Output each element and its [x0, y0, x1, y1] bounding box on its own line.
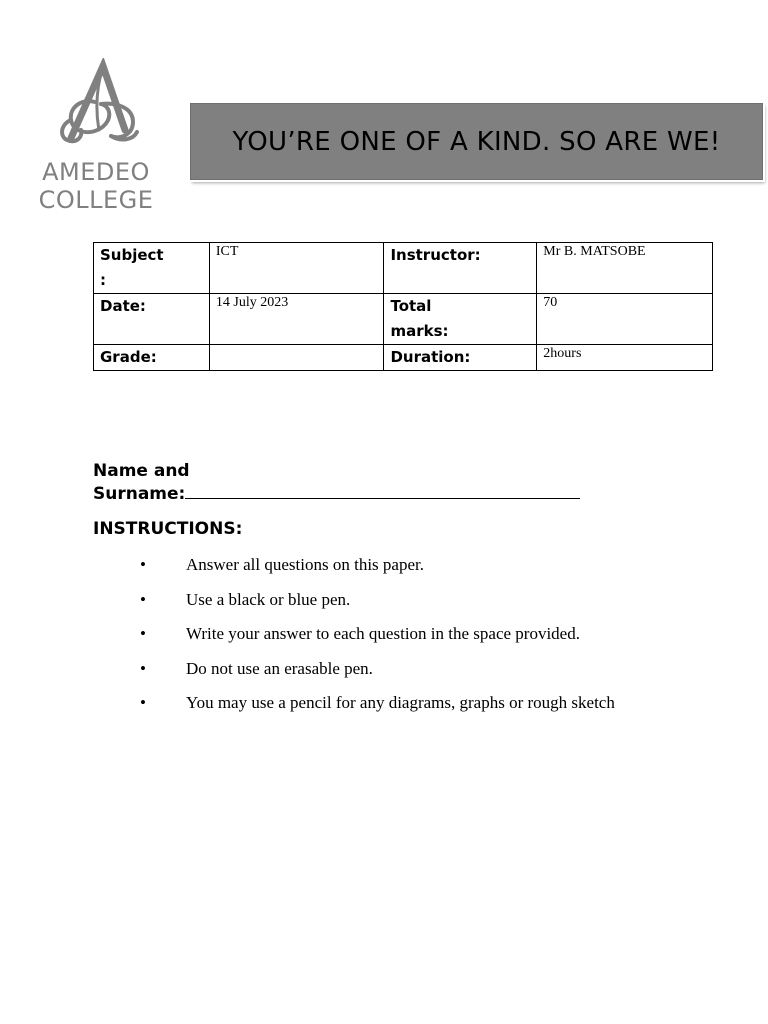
instructor-value: Mr B. MATSOBE: [543, 244, 646, 259]
list-item: [0, 622, 768, 657]
subject-value-cell: [209, 243, 384, 294]
logo-text-line-2: COLLEGE: [38, 186, 154, 214]
college-logo: [30, 58, 162, 214]
logo-text-line-1: AMEDEO: [42, 158, 150, 186]
name-surname-field: [93, 460, 613, 506]
date-value: 14 July 2023: [215, 295, 289, 310]
date-value-cell: [209, 294, 384, 345]
total-marks-label: Total: [390, 297, 432, 315]
grade-value-field[interactable]: [209, 345, 384, 371]
duration-label: Duration:: [384, 345, 537, 371]
list-item: [0, 553, 768, 588]
bullet-icon: •: [140, 658, 146, 678]
amedeo-monogram-icon: [41, 58, 151, 158]
motto-banner: [190, 103, 763, 180]
table-row: [94, 345, 713, 371]
subject-value: ICT: [215, 244, 239, 259]
total-marks-value: 70: [543, 295, 558, 310]
subject-label-colon: :: [100, 271, 106, 289]
bullet-icon: •: [140, 624, 146, 644]
instruction-text: Write your answer to each question in the space provided.: [186, 624, 580, 644]
surname-label: Surname:: [93, 484, 186, 504]
table-row: [94, 243, 713, 294]
name-label: Name and: [93, 461, 190, 481]
list-item: [0, 691, 768, 726]
date-label: Date:: [94, 294, 210, 345]
bullet-icon: •: [140, 693, 146, 713]
instructions-heading: INSTRUCTIONS:: [93, 519, 243, 539]
bullet-icon: •: [140, 555, 146, 574]
table-row: [94, 294, 713, 345]
name-write-line[interactable]: [185, 483, 580, 499]
subject-label-cell: [94, 243, 210, 294]
exam-info-table: [93, 242, 713, 371]
total-marks-label-2: marks:: [390, 322, 449, 340]
instruction-text: Do not use an erasable pen.: [186, 658, 373, 678]
total-marks-label-cell: [384, 294, 537, 345]
bullet-icon: •: [140, 589, 146, 609]
motto-text: YOU’RE ONE OF A KIND. SO ARE WE!: [232, 126, 721, 157]
instruction-text: You may use a pencil for any diagrams, graphs or rough sketch: [186, 693, 615, 713]
list-item: [0, 588, 768, 623]
instructor-label: Instructor:: [384, 243, 537, 294]
surname-line: [93, 483, 613, 506]
duration-value: 2hours: [543, 346, 582, 361]
instruction-text: Use a black or blue pen.: [186, 589, 351, 609]
duration-value-cell: [537, 345, 713, 371]
instructor-value-cell: [537, 243, 713, 294]
total-marks-value-cell: [537, 294, 713, 345]
instructions-list: [0, 553, 768, 726]
list-item: [0, 657, 768, 692]
instruction-text: Answer all questions on this paper.: [186, 555, 424, 574]
subject-label: Subject: [100, 246, 164, 264]
grade-label: Grade:: [94, 345, 210, 371]
